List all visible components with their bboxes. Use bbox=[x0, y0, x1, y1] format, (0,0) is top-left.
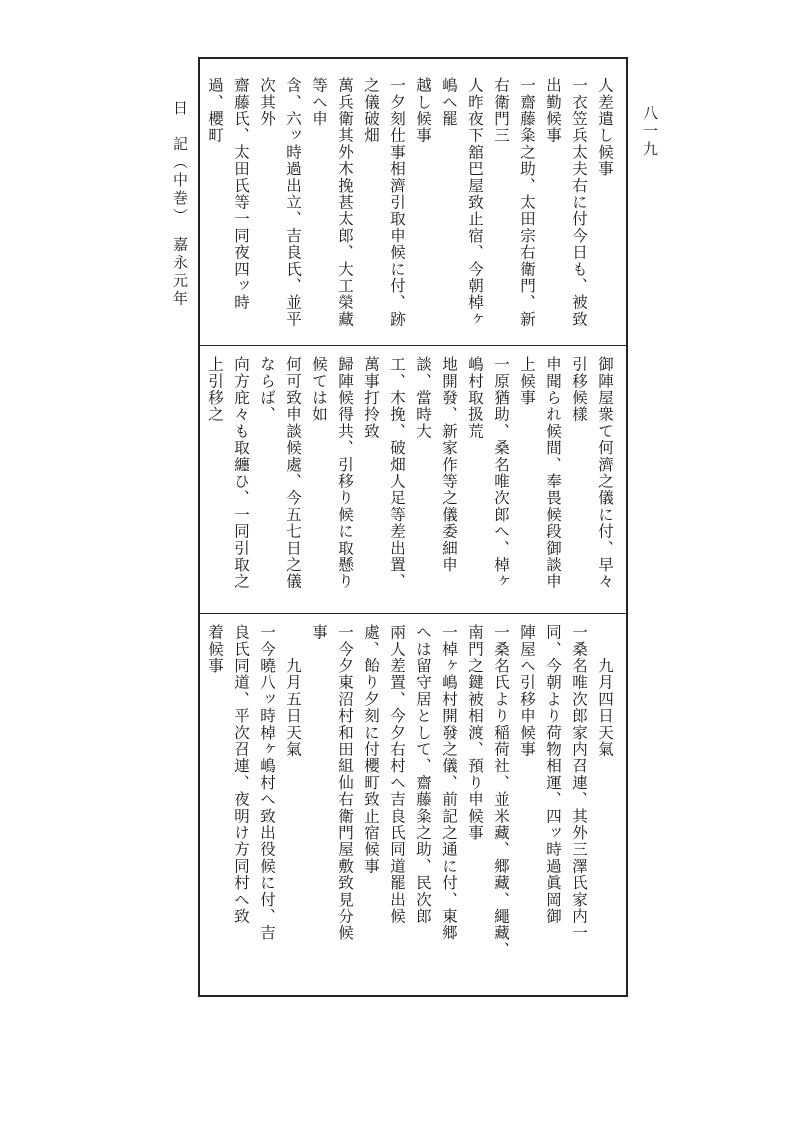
section-divider-middle bbox=[200, 613, 626, 614]
middle-section-text: 御陣屋衆て何濟之儀に付、早々引移候樣 申聞られ候間、奉畏候段御談申上候事 一原猶助、桑名唯次郎へ、棹ヶ嶋村取扱荒 地開發、新家作等之儀委細申談、當時大 工、木挽、破畑人足等差出置、萬事打拎致 歸陣候得共、引移り候に取懸り候ては如 何可致申談候處、今五七日之儀ならば、 向方庇々も取纏ひ、一同引取之上引移之 bbox=[206, 356, 614, 590]
page-number: 八一九 bbox=[641, 105, 659, 159]
book-title: 日 記（中巻） 嘉永元年 bbox=[171, 100, 189, 309]
top-section-text: 人差遣し候事 一衣笠兵太夫右に付今日も、被致出勤候事 一齋藤粂之助、太田宗右衛門、新右衛門三 人昨夜下舘巴屋致止宿、今朝棹ヶ嶋へ罷 越し候事 一夕刻仕事相濟引取申候に付、跡之儀破畑 萬兵衛其外木挽甚太郎、大工榮藏等へ申 含、六ッ時過出立、吉良氏、並平次其外 齋藤氏、太田氏等一同夜四ッ時過、櫻町 bbox=[206, 77, 614, 328]
bottom-section-text: 九月四日天氣 一桑名唯次郎家内召連、其外三澤氏家内一 同、今朝より荷物相運、四ッ時過眞岡御 陣屋へ引移申候事 一桑名氏より稲荷社、並米藏、郷藏、繩藏、 南門之鍵被相渡、預り申候事 一棹ヶ嶋村開發之儀、前記之通に付、東郷 へは留守居として、齋藤粂之助、民次郎 兩人差置、今夕右村へ吉良氏同道罷出候 處、飴り夕刻に付櫻町致止宿候事 一今夕東沼村和田組仙右衛門屋敷致見分候 事 九月五日天氣 一今曉八ッ時棹ヶ嶋村へ致出役候に付、吉 良氏同道、平次召連、夜明け方同村へ致 着候事 bbox=[206, 624, 614, 958]
section-divider-top bbox=[200, 345, 626, 346]
page-frame bbox=[198, 57, 628, 997]
